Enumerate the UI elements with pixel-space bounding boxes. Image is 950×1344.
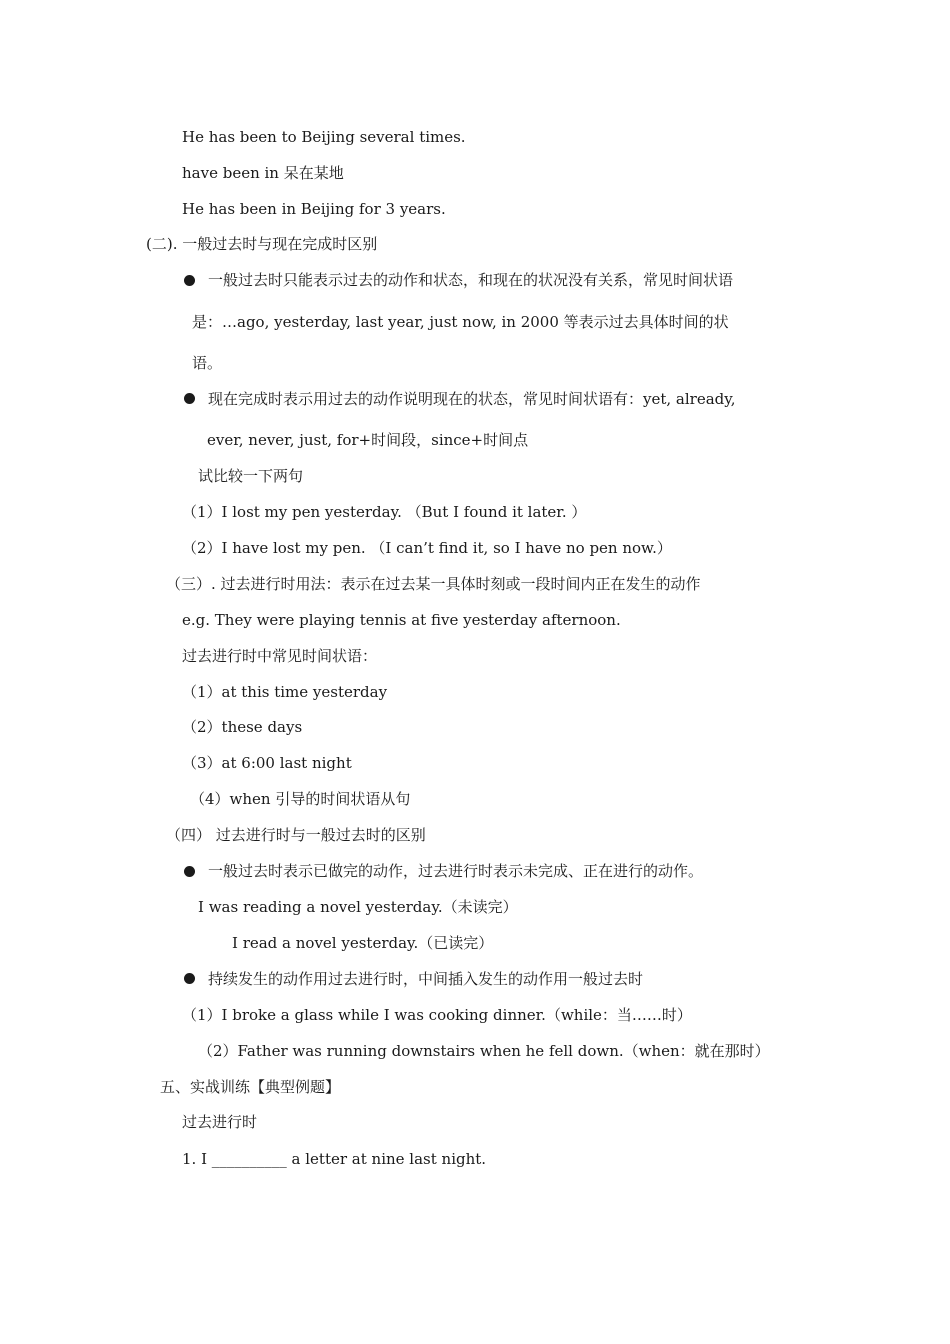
bullet-text: 现在完成时表示用过去的动作说明现在的状态，常见时间状语有：yet, already, bbox=[208, 390, 736, 408]
bullet-icon bbox=[184, 275, 195, 286]
section-heading: （四） 过去进行时与一般过去时的区别 bbox=[166, 826, 426, 844]
example-sentence: e.g. They were playing tennis at five yesterday afternoon. bbox=[182, 611, 621, 629]
list-item: （4）when 引导的时间状语从句 bbox=[190, 790, 411, 808]
section-heading: 五、实战训练【典型例题】 bbox=[160, 1078, 341, 1096]
sub-heading: 过去进行时 bbox=[182, 1113, 258, 1131]
phrase-note: have been in 呆在某地 bbox=[182, 164, 344, 182]
bullet-text-continued: 语。 bbox=[192, 354, 223, 372]
bullet-icon bbox=[184, 393, 195, 404]
bullet-icon bbox=[184, 866, 195, 877]
example-item: （1）I broke a glass while I was cooking dinner.（while：当……时） bbox=[182, 1006, 692, 1024]
example-sentence: He has been to Beijing several times. bbox=[182, 128, 466, 146]
example-item: （2）I have lost my pen. （I can’t find it, so I have no pen now.） bbox=[182, 539, 672, 557]
list-item: （1）at this time yesterday bbox=[182, 683, 388, 701]
bullet-text: 持续发生的动作用过去进行时，中间插入发生的动作用一般过去时 bbox=[208, 970, 644, 988]
bullet-text-continued: 是：…ago, yesterday, last year, just now, in 2000 等表示过去具体时间的状 bbox=[192, 313, 729, 331]
example-sentence: He has been in Beijing for 3 years. bbox=[182, 200, 446, 218]
section-heading: (二). 一般过去时与现在完成时区别 bbox=[146, 235, 378, 253]
instruction-text: 试比较一下两句 bbox=[198, 467, 304, 485]
example-item: （1）I lost my pen yesterday. （But I found it later. ） bbox=[182, 503, 587, 521]
exercise-question: 1. I __________ a letter at nine last night. bbox=[182, 1150, 487, 1168]
bullet-icon bbox=[184, 973, 195, 984]
list-item: （3）at 6:00 last night bbox=[182, 754, 352, 772]
example-sentence: I read a novel yesterday.（已读完） bbox=[232, 934, 494, 952]
bullet-text-continued: ever, never, just, for+时间段，since+时间点 bbox=[207, 431, 529, 449]
bullet-text: 一般过去时只能表示过去的动作和状态，和现在的状况没有关系，常见时间状语 bbox=[208, 271, 734, 289]
list-item: （2）these days bbox=[182, 718, 303, 736]
example-item: （2）Father was running downstairs when he fell down.（when：就在那时） bbox=[198, 1042, 770, 1060]
sub-heading: 过去进行时中常见时间状语： bbox=[182, 647, 378, 665]
example-sentence: I was reading a novel yesterday.（未读完） bbox=[198, 898, 518, 916]
section-heading: （三）. 过去进行时用法：表示在过去某一具体时刻或一段时间内正在发生的动作 bbox=[166, 575, 701, 593]
bullet-text: 一般过去时表示已做完的动作，过去进行时表示未完成、正在进行的动作。 bbox=[208, 862, 704, 880]
